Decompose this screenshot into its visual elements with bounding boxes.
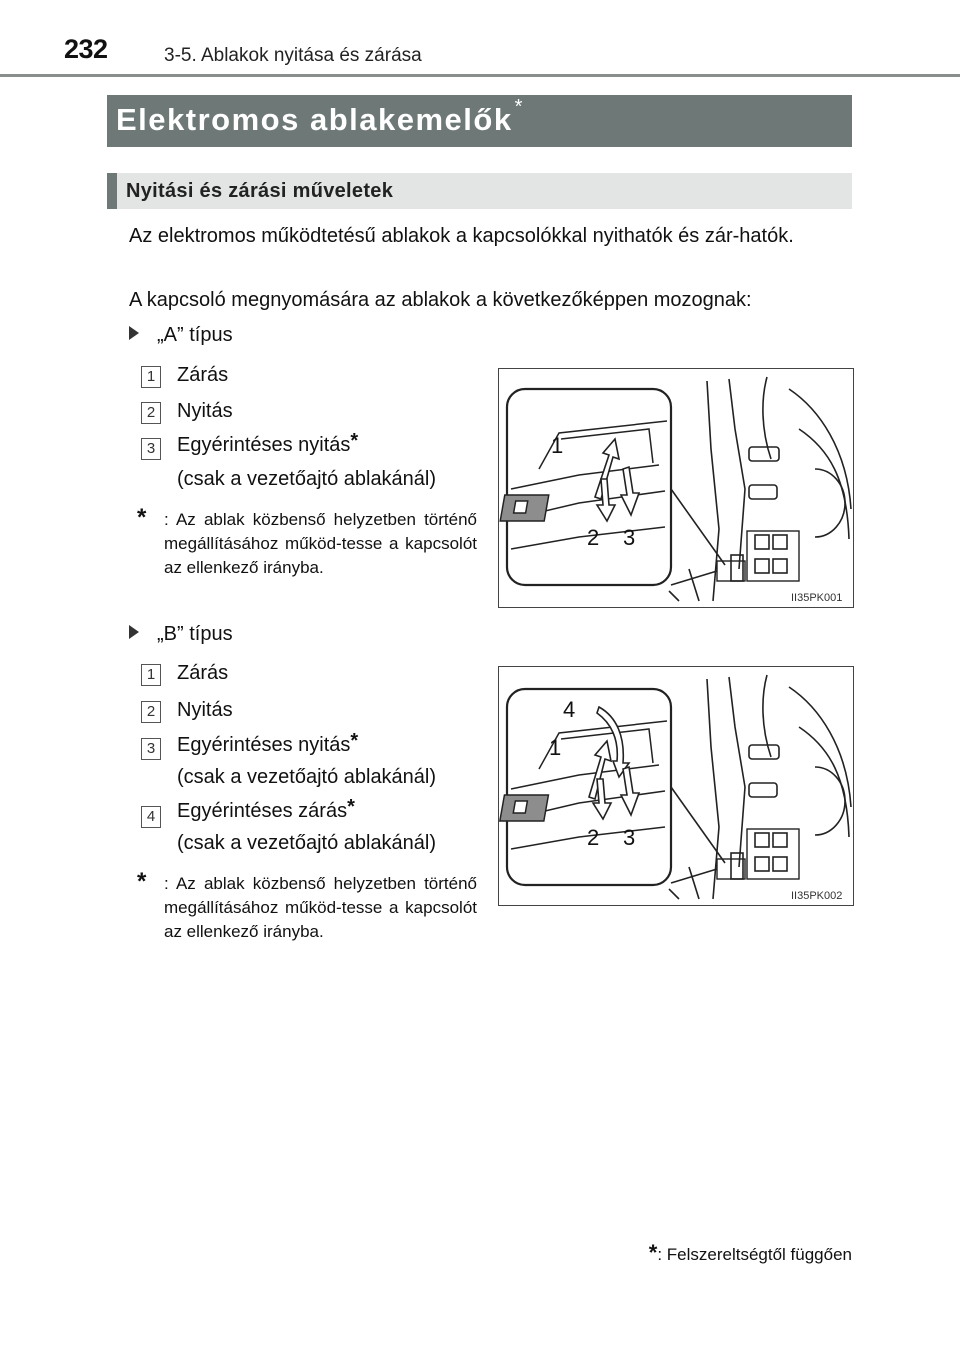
subsection-title: Nyitási és zárási műveletek: [126, 180, 394, 202]
asterisk-mark: *: [137, 504, 147, 531]
section-title-mark: *: [514, 96, 524, 118]
item-number: 1: [141, 664, 161, 686]
callout-1: 1: [551, 433, 564, 458]
item-sublabel: (csak a vezetőajtó ablakánál): [177, 832, 437, 854]
dashboard-background: [669, 675, 851, 899]
asterisk-mark: *: [648, 1240, 658, 1265]
item-sublabel: (csak a vezetőajtó ablakánál): [177, 766, 437, 788]
item-label-text: Zárás: [177, 364, 229, 386]
item-number: 4: [141, 806, 161, 828]
section-title-text: Elektromos ablakemelők: [116, 102, 513, 137]
item-number: 2: [141, 701, 161, 723]
callout-1: 1: [549, 735, 562, 760]
breadcrumb: 3-5. Ablakok nyitása és zárása: [164, 45, 422, 66]
item-number: 3: [141, 438, 161, 460]
item-label-text: Nyitás: [177, 400, 233, 422]
page-number: 232: [64, 34, 108, 64]
type-b-note: [137, 868, 477, 944]
type-b-label: „B” típus: [157, 623, 233, 645]
item-label-text: Egyérintéses zárás: [177, 800, 348, 822]
callout-2: 2: [587, 525, 600, 550]
asterisk-mark: *: [350, 730, 359, 752]
intro-paragraph-1: Az elektromos működtetésű ablakok a kapcsolókkal nyithatók és zár-hatók.: [129, 225, 794, 247]
subsection-accent: [107, 173, 117, 209]
type-a-heading: [129, 324, 233, 347]
asterisk-mark: *: [350, 430, 359, 452]
item-label: [177, 662, 228, 685]
footer-text: : Felszereltségtől függően: [657, 1245, 852, 1264]
item-label-text: Egyérintéses nyitás: [177, 434, 351, 456]
item-label: [177, 430, 359, 457]
type-b-heading: [129, 623, 233, 646]
zoom-inset: [507, 689, 671, 885]
item-label: [177, 364, 228, 387]
header-rule: [0, 74, 960, 77]
asterisk-mark: *: [137, 868, 147, 895]
item-number: 2: [141, 402, 161, 424]
figure-code: II35PK001: [791, 592, 843, 604]
item-label-text: Egyérintéses nyitás: [177, 734, 351, 756]
item-label: [177, 730, 359, 757]
callout-3: 3: [623, 825, 636, 850]
triangle-bullet-icon: [129, 326, 139, 340]
item-label-text: Nyitás: [177, 699, 233, 721]
item-label: [177, 400, 233, 423]
type-a-label: „A” típus: [157, 324, 233, 346]
item-label-text: Zárás: [177, 662, 229, 684]
note-text: : Az ablak közbenső helyzetben történő megállításához működ-tesse a kapcsolót az ellenkező irányba.: [164, 510, 477, 577]
triangle-bullet-icon: [129, 625, 139, 639]
callout-3: 3: [623, 525, 636, 550]
callout-4: 4: [563, 697, 576, 722]
item-label: [177, 796, 355, 823]
item-label: [177, 699, 233, 722]
intro-paragraph-2: A kapcsoló megnyomására az ablakok a következőképpen mozognak:: [129, 289, 752, 311]
zoom-inset: [507, 389, 671, 585]
note-text: : Az ablak közbenső helyzetben történő megállításához működ-tesse a kapcsolót az ellenkező irányba.: [164, 874, 477, 941]
type-a-note: [137, 504, 477, 580]
callout-2: 2: [587, 825, 600, 850]
section-title: [116, 96, 524, 138]
item-number: 1: [141, 366, 161, 388]
item-sublabel: (csak a vezetőajtó ablakánál): [177, 468, 437, 490]
asterisk-mark: *: [347, 796, 355, 818]
figure-type-a: [498, 368, 854, 608]
dashboard-background: [669, 377, 851, 601]
figure-type-b: [498, 666, 854, 906]
figure-code: II35PK002: [791, 890, 843, 902]
footer-note: [649, 1240, 852, 1266]
item-number: 3: [141, 738, 161, 760]
